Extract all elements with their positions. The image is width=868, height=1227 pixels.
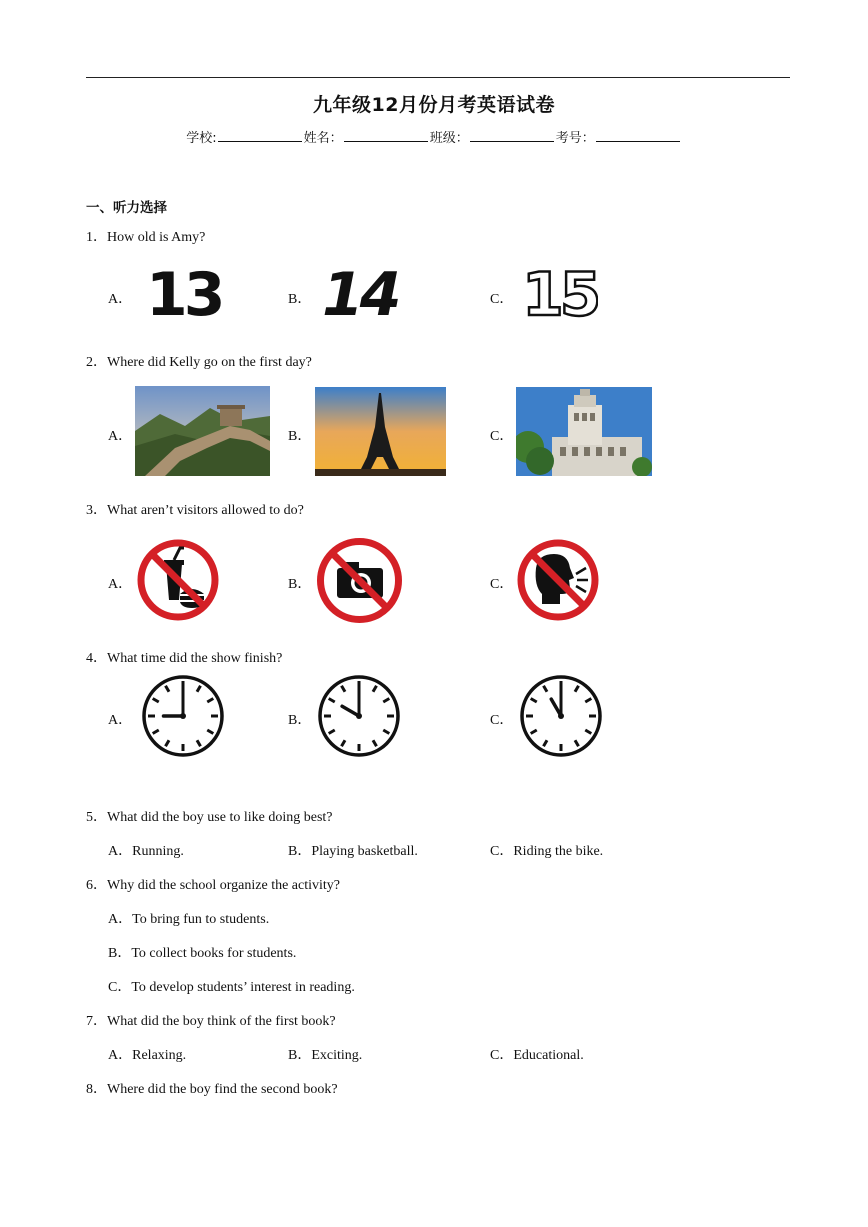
number-blank[interactable] — [596, 129, 680, 142]
section-title: 一、听力选择 — [86, 200, 167, 216]
question-2: 2．Where did Kelly go on the first day? — [86, 355, 312, 370]
option-text: Relaxing. — [132, 1048, 187, 1063]
question-1: 1．How old is Amy? — [86, 230, 206, 245]
question-4: 4．What time did the show finish? — [86, 651, 283, 666]
q1-option-a-label: A． — [108, 292, 133, 307]
q4-option-a-label: A． — [108, 713, 133, 728]
option-label: C． — [108, 980, 132, 995]
no-food-drink-sign — [136, 538, 220, 622]
clock-icon — [138, 673, 228, 759]
student-info-line — [0, 127, 868, 146]
q3-option-b-label: B． — [288, 577, 312, 592]
q2-option-c-label: C． — [490, 429, 514, 444]
number-label: 考号： — [555, 131, 595, 146]
q1-option-a-number: 13 — [146, 262, 222, 328]
q1-option-b-label: B． — [288, 292, 312, 307]
q7-option-c — [490, 1044, 584, 1064]
option-text: To collect books for students. — [131, 946, 297, 961]
q5-option-c — [490, 840, 603, 860]
school-label: 学校: — [186, 131, 217, 146]
q3-option-a-label: A． — [108, 577, 133, 592]
q6-option-c — [108, 976, 355, 996]
q5-option-b — [288, 840, 418, 860]
school-blank[interactable] — [218, 129, 302, 142]
name-label: 姓名： — [303, 131, 343, 146]
option-label: A． — [108, 1048, 133, 1063]
option-label: C． — [490, 1048, 514, 1063]
q2-option-b-label: B． — [288, 429, 312, 444]
option-label: B． — [108, 946, 132, 961]
eiffel-tower-photo — [315, 387, 446, 476]
option-label: B． — [288, 1048, 312, 1063]
no-talking-sign — [516, 538, 600, 622]
q7-option-b — [288, 1044, 362, 1064]
top-rule — [86, 77, 790, 78]
q1-option-b-number: 14 — [322, 262, 398, 328]
option-text: Educational. — [513, 1048, 584, 1063]
clock-icon — [515, 673, 607, 759]
class-label: 班级： — [429, 131, 469, 146]
q1-option-c-number: 15 — [522, 262, 598, 328]
question-5: 5．What did the boy use to like doing best? — [86, 810, 333, 825]
q6-option-b — [108, 942, 296, 962]
option-text: Playing basketball. — [311, 844, 418, 859]
q5-option-a — [108, 840, 184, 860]
option-label: B． — [288, 844, 312, 859]
q3-option-c-label: C． — [490, 577, 514, 592]
q4-option-b-label: B． — [288, 713, 312, 728]
question-3: 3．What aren’t visitors allowed to do? — [86, 503, 304, 518]
question-7: 7．What did the boy think of the first book? — [86, 1014, 336, 1029]
option-text: Exciting. — [311, 1048, 363, 1063]
name-blank[interactable] — [344, 129, 428, 142]
q1-option-c-label: C． — [490, 292, 514, 307]
no-photography-sign — [315, 536, 404, 625]
question-6: 6．Why did the school organize the activity? — [86, 878, 341, 893]
option-text: To develop students’ interest in reading. — [131, 980, 355, 995]
great-wall-photo — [135, 386, 270, 476]
q4-option-c-label: C． — [490, 713, 514, 728]
q2-option-a-label: A． — [108, 429, 133, 444]
q6-option-a — [108, 908, 269, 928]
question-8: 8．Where did the boy find the second book? — [86, 1082, 338, 1097]
option-text: Riding the bike. — [513, 844, 604, 859]
page-title: 九年级12月份月考英语试卷 — [313, 94, 555, 116]
class-blank[interactable] — [470, 129, 554, 142]
option-label: A． — [108, 912, 133, 927]
option-text: Running. — [132, 844, 184, 859]
option-label: C． — [490, 844, 514, 859]
option-text: To bring fun to students. — [132, 912, 270, 927]
q7-option-a — [108, 1044, 186, 1064]
clock-icon — [314, 673, 404, 759]
option-label: A． — [108, 844, 133, 859]
building-photo — [516, 387, 652, 476]
